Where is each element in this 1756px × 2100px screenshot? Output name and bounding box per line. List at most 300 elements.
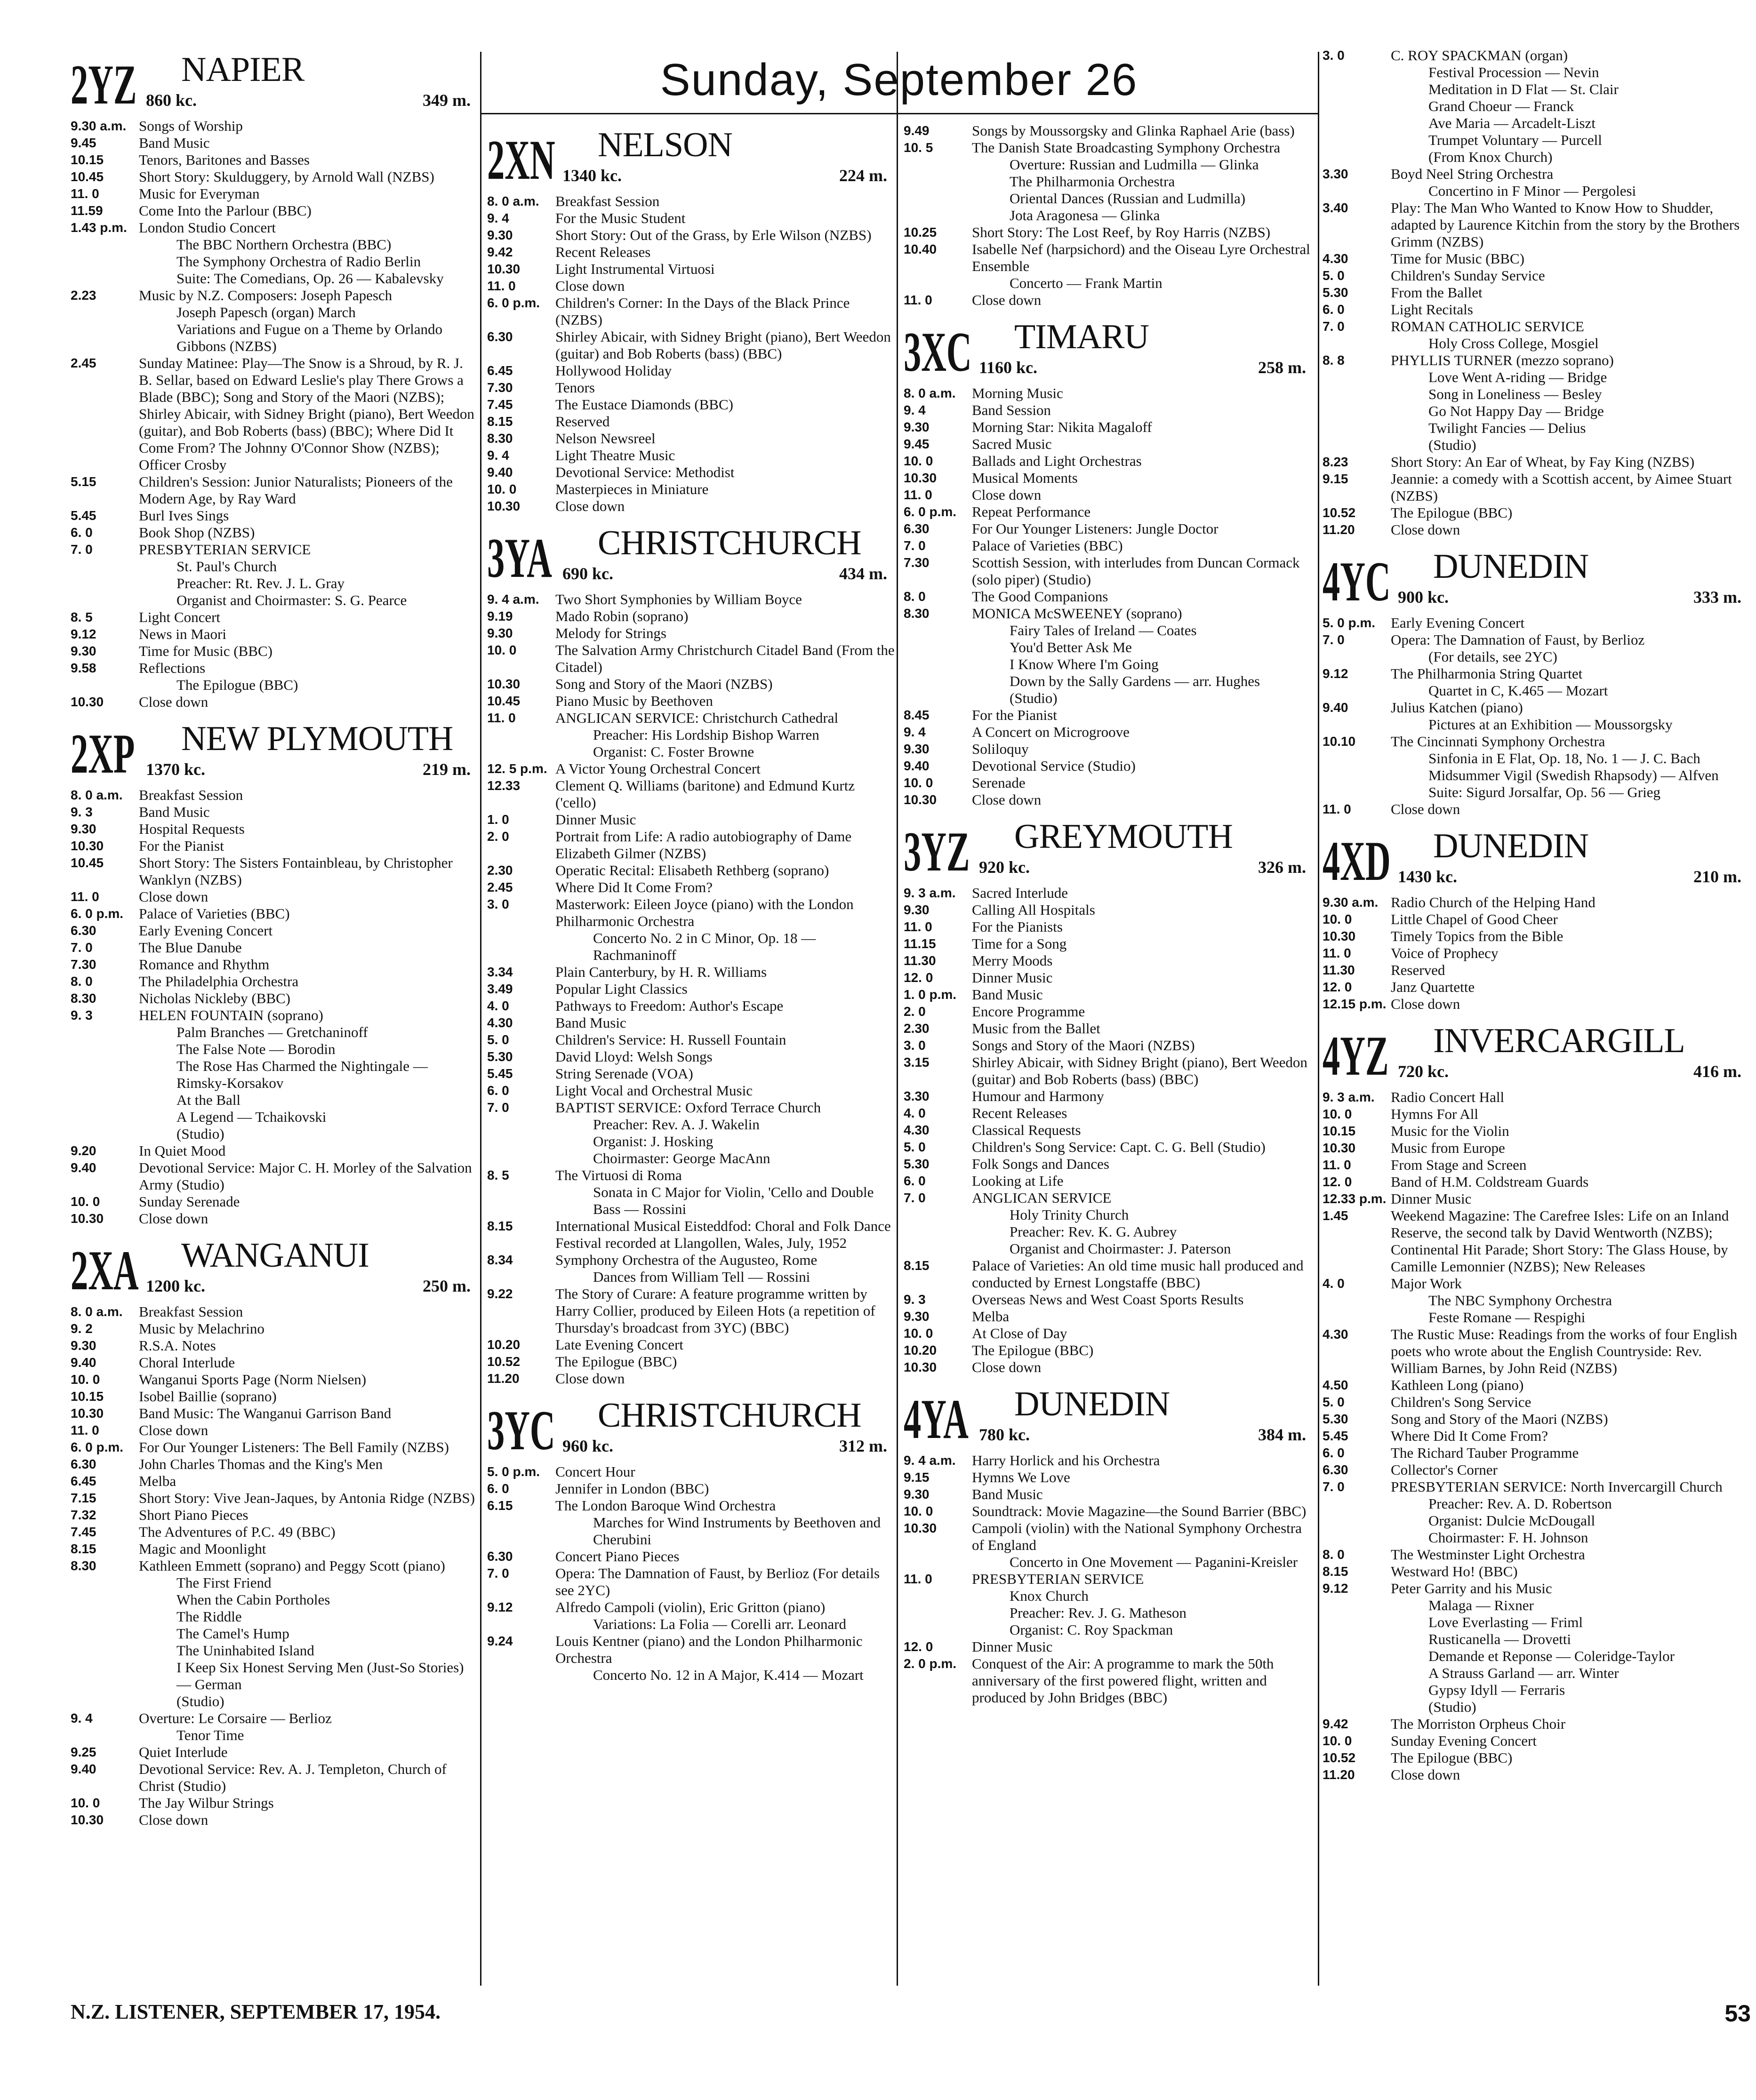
programme-time: [904, 1554, 972, 1571]
programme-title: Morning Music: [972, 385, 1063, 401]
programme-time: 9.40: [71, 1762, 96, 1776]
programme-time: 9.40: [1323, 700, 1348, 715]
programme-time: 10.15: [1323, 1124, 1356, 1138]
programme-time: 8. 0: [904, 589, 926, 604]
programme-title: Close down: [555, 1370, 625, 1387]
programme-item: [1323, 454, 1751, 471]
programme-title: ANGLICAN SERVICE: [972, 1190, 1112, 1206]
programme-item: [71, 939, 480, 956]
programme-item: [1323, 64, 1751, 81]
station-block: [904, 814, 1315, 1376]
programme-item: [71, 118, 480, 135]
programme-time: [1323, 1631, 1391, 1648]
programme-title: Light Theatre Music: [555, 447, 675, 463]
programme-time: 12.33 p.m.: [1323, 1191, 1387, 1206]
programme-title: Repeat Performance: [972, 503, 1091, 520]
programme-time: 6. 0: [71, 525, 93, 540]
page-footer: [71, 2000, 1751, 2027]
programme-time: [71, 1591, 139, 1608]
programme-title: Songs of Worship: [139, 118, 243, 134]
programme-time: 10. 0: [1323, 1733, 1352, 1748]
programme-time: 12.15 p.m.: [1323, 997, 1387, 1011]
programme-title: Sinfonia in E Flat, Op. 18, No. 1 — J. C. Bach: [1428, 750, 1700, 767]
programme-item: [1323, 1563, 1751, 1580]
programme-time: 3. 0: [904, 1038, 926, 1053]
programme-time: 10.30: [71, 1211, 104, 1226]
programme-title: Palace of Varieties: An old time music hall produced and conducted by Ernest Longstaffe (BBC): [972, 1257, 1304, 1291]
programme-time: 8.15: [1323, 1564, 1348, 1579]
programme-title: Preacher: Rev. A. J. Wakelin: [593, 1116, 760, 1133]
programme-time: 5.30: [904, 1157, 930, 1171]
programme-title: Hymns We Love: [972, 1469, 1070, 1485]
station-frequency: 900 kc.: [1398, 588, 1449, 607]
programme-time: 7. 0: [71, 940, 93, 955]
programme-title: The Philadelphia Orchestra: [139, 973, 299, 990]
programme-item: [1323, 369, 1751, 386]
programme-title: Masterpieces in Miniature: [555, 481, 709, 497]
programme-item: [904, 419, 1315, 436]
programme-time: [1323, 1529, 1391, 1546]
programme-item: [487, 896, 897, 930]
station-block: [487, 122, 897, 515]
programme-title: The Philharmonia String Quartet: [1391, 665, 1583, 682]
programme-title: Time for Music (BBC): [1391, 250, 1524, 267]
programme-item: [71, 558, 480, 575]
programme-title: Variations: La Folia — Corelli arr. Leonard: [593, 1616, 847, 1632]
programme-item: [904, 1240, 1315, 1257]
programme-time: 11.30: [1323, 963, 1355, 977]
programme-time: 9.19: [487, 609, 513, 623]
programme-item: [71, 1591, 480, 1608]
programme-item: [71, 1490, 480, 1507]
programme-time: 10.45: [487, 694, 521, 708]
programme-title: For the Pianist: [139, 838, 224, 854]
station-wavelength: 258 m.: [1258, 358, 1306, 377]
programme-item: [1323, 1292, 1751, 1309]
programme-list: [71, 118, 480, 711]
programme-time: 3.40: [1323, 200, 1348, 215]
station-wavelength: 210 m.: [1693, 867, 1741, 886]
programme-title: Down by the Sally Gardens — arr. Hughes: [1010, 673, 1260, 689]
programme-time: 7.30: [487, 380, 513, 395]
programme-item: [71, 1159, 480, 1193]
programme-time: 11.20: [1323, 1767, 1355, 1782]
station-name: NAPIER: [181, 50, 305, 89]
programme-item: [904, 1054, 1315, 1088]
programme-time: 7.15: [71, 1491, 96, 1505]
programme-time: [71, 1574, 139, 1591]
programme-title: Children's Song Service: [1391, 1394, 1531, 1410]
programme-item: [1323, 1631, 1751, 1648]
programme-title: Love Went A-riding — Bridge: [1428, 369, 1607, 385]
programme-item: [487, 760, 897, 777]
programme-title: Breakfast Session: [139, 787, 243, 803]
programme-time: 2.23: [71, 288, 96, 303]
programme-title: Hospital Requests: [139, 821, 245, 837]
programme-title: Children's Sunday Service: [1391, 267, 1545, 284]
programme-time: [1323, 750, 1391, 767]
programme-item: [71, 135, 480, 152]
programme-item: [904, 1554, 1315, 1571]
programme-title: Reflections: [139, 660, 206, 676]
programme-item: [904, 241, 1315, 275]
programme-item: [904, 656, 1315, 673]
programme-title: Julius Katchen (piano): [1391, 699, 1523, 716]
programme-time: 5. 0: [904, 1140, 926, 1154]
programme-time: 10. 0: [904, 454, 933, 468]
programme-time: 9.30: [71, 1338, 96, 1353]
programme-title: Melba: [139, 1473, 176, 1489]
programme-item: [1323, 1394, 1751, 1411]
column-rule: [1318, 52, 1319, 1986]
programme-title: Dinner Music: [555, 811, 636, 828]
station-block: [1323, 544, 1751, 818]
station-header: [904, 814, 1315, 885]
programme-time: 9. 3: [71, 805, 93, 819]
programme-title: Tenors: [555, 379, 595, 396]
programme-item: [1323, 471, 1751, 504]
programme-time: [71, 1126, 139, 1142]
programme-time: 9. 4: [904, 403, 926, 417]
programme-title: Popular Light Classics: [555, 981, 688, 997]
newspaper-page: [71, 47, 1756, 2056]
programme-time: 5. 0 p.m.: [487, 1464, 540, 1479]
programme-title: I Keep Six Honest Serving Men (Just-So Stories) — German: [176, 1659, 464, 1693]
programme-time: [1323, 682, 1391, 699]
programme-time: 7. 0: [1323, 632, 1345, 647]
programme-time: [1323, 98, 1391, 115]
programme-title: The Symphony Orchestra of Radio Berlin: [176, 253, 421, 270]
programme-item: [487, 1184, 897, 1218]
programme-item: [1323, 403, 1751, 420]
programme-time: 7. 0: [1323, 1479, 1345, 1494]
station-wavelength: 349 m.: [423, 91, 471, 110]
programme-item: [1323, 81, 1751, 98]
station-block: [1323, 1018, 1751, 1783]
programme-time: 8. 0 a.m.: [71, 788, 123, 802]
programme-title: I Know Where I'm Going: [1010, 656, 1159, 672]
programme-item: [71, 1574, 480, 1591]
programme-time: 6. 0 p.m.: [71, 906, 124, 921]
programme-item: [71, 287, 480, 304]
station-name: TIMARU: [1014, 318, 1149, 356]
programme-time: 6.15: [487, 1498, 513, 1513]
programme-item: [1323, 962, 1751, 979]
programme-time: 6.30: [904, 521, 930, 536]
programme-title: Ballads and Light Orchestras: [972, 453, 1142, 469]
programme-item: [1323, 437, 1751, 454]
station-wavelength: 312 m.: [839, 1437, 887, 1455]
programme-title: Close down: [1391, 1766, 1460, 1783]
column-4: [1323, 47, 1751, 1986]
programme-item: [904, 453, 1315, 470]
programme-title: Holy Trinity Church: [1010, 1206, 1129, 1223]
programme-title: The False Note — Borodin: [176, 1041, 336, 1057]
programme-title: Close down: [139, 1812, 208, 1828]
programme-title: Boyd Neel String Orchestra: [1391, 166, 1554, 182]
programme-time: 11. 0: [1323, 802, 1351, 816]
programme-time: 3. 0: [1323, 48, 1345, 63]
programme-time: 11. 0: [71, 186, 99, 201]
programme-item: [1323, 1411, 1751, 1428]
programme-list: [1323, 615, 1751, 818]
programme-time: [71, 1058, 139, 1092]
programme-item: [487, 1167, 897, 1184]
programme-item: [904, 554, 1315, 588]
programme-item: [487, 1667, 897, 1684]
programme-item: [1323, 1648, 1751, 1665]
programme-time: 9.30: [904, 1487, 930, 1501]
station-header: [71, 1233, 480, 1303]
programme-title: Knox Church: [1010, 1588, 1089, 1604]
programme-time: 11.59: [71, 203, 103, 218]
programme-time: 7.45: [487, 397, 513, 412]
programme-title: Close down: [1391, 521, 1460, 538]
programme-title: PRESBYTERIAN SERVICE: [139, 541, 311, 558]
programme-item: [487, 210, 897, 227]
programme-time: [487, 1269, 555, 1286]
programme-time: 10.45: [71, 855, 104, 870]
station-header: [1323, 823, 1751, 894]
programme-title: Short Piano Pieces: [139, 1507, 249, 1523]
programme-time: [1323, 403, 1391, 420]
station-frequency: 1430 kc.: [1398, 867, 1457, 886]
programme-title: Dinner Music: [972, 1638, 1053, 1655]
programme-item: [1323, 1716, 1751, 1733]
programme-time: 11. 0: [904, 919, 932, 934]
programme-title: The First Friend: [176, 1574, 272, 1591]
programme-title: Twilight Fancies — Delius: [1428, 420, 1586, 436]
programme-title: Close down: [972, 292, 1042, 308]
programme-title: Go Not Happy Day — Bridge: [1428, 403, 1604, 419]
programme-item: [1323, 1106, 1751, 1123]
programme-item: [904, 1020, 1315, 1037]
programme-time: 9. 4: [487, 211, 509, 225]
programme-title: Suite: Sigurd Jorsalfar, Op. 56 — Grieg: [1428, 784, 1660, 800]
programme-title: Marches for Wind Instruments by Beethoven and Cherubini: [593, 1514, 881, 1548]
programme-item: [904, 690, 1315, 707]
programme-time: 8. 0 a.m.: [904, 386, 956, 400]
programme-item: [1323, 183, 1751, 200]
programme-title: MONICA McSWEENEY (soprano): [972, 605, 1182, 622]
programme-item: [904, 436, 1315, 453]
programme-item: [904, 173, 1315, 190]
programme-time: [1323, 149, 1391, 166]
programme-item: [71, 1795, 480, 1812]
programme-item: [71, 694, 480, 711]
programme-title: Recent Releases: [972, 1105, 1067, 1121]
programme-time: 9.30: [904, 742, 930, 756]
programme-item: [904, 758, 1315, 775]
programme-title: Clement Q. Williams (baritone) and Edmund Kurtz ('cello): [555, 777, 855, 811]
day-title: Sunday, September 26: [480, 47, 1318, 114]
programme-time: [71, 677, 139, 694]
programme-title: In Quiet Mood: [139, 1142, 226, 1159]
programme-item: [1323, 716, 1751, 733]
programme-time: 10. 0: [487, 482, 517, 496]
station-frequency: 1160 kc.: [979, 358, 1038, 377]
programme-item: [71, 304, 480, 321]
programme-time: 8.34: [487, 1253, 513, 1267]
programme-time: 11. 0: [1323, 1158, 1351, 1172]
programme-time: 5. 0 p.m.: [1323, 615, 1376, 630]
programme-item: [904, 986, 1315, 1003]
programme-item: [904, 1621, 1315, 1638]
programme-title: Sacred Music: [972, 436, 1052, 452]
programme-title: Close down: [139, 1422, 208, 1438]
programme-title: Calling All Hospitals: [972, 902, 1095, 918]
programme-item: [487, 1480, 897, 1497]
programme-item: [71, 990, 480, 1007]
programme-title: Janz Quartette: [1391, 979, 1475, 995]
programme-time: 5.15: [71, 474, 96, 489]
programme-title: Demande et Reponse — Coleridge-Taylor: [1428, 1648, 1675, 1664]
programme-time: 5.30: [487, 1049, 513, 1064]
programme-time: 9.12: [71, 627, 96, 641]
programme-time: [71, 1041, 139, 1058]
programme-list: [487, 591, 897, 1387]
programme-item: [904, 605, 1315, 622]
programme-title: Short Story: The Sisters Fontainbleau, by Christopher Wanklyn (NZBS): [139, 854, 453, 888]
programme-item: [904, 724, 1315, 741]
programme-time: 8.15: [487, 1219, 513, 1233]
programme-item: [1323, 1665, 1751, 1682]
programme-title: Jennifer in London (BBC): [555, 1480, 709, 1497]
programme-time: [904, 1621, 972, 1638]
programme-item: [71, 236, 480, 253]
programme-time: 8. 0 a.m.: [487, 194, 539, 208]
programme-item: [487, 608, 897, 625]
programme-time: [487, 743, 555, 760]
programme-item: [71, 1320, 480, 1337]
station-frequency: 1200 kc.: [146, 1277, 205, 1295]
programme-item: [904, 1122, 1315, 1139]
programme-item: [71, 1710, 480, 1727]
programme-title: The Epilogue (BBC): [1391, 504, 1513, 521]
programme-title: Encore Programme: [972, 1003, 1085, 1020]
programme-title: Devotional Service (Studio): [972, 758, 1136, 774]
programme-title: Scottish Session, with interludes from Duncan Cormack (solo piper) (Studio): [972, 554, 1300, 588]
programme-title: The London Baroque Wind Orchestra: [555, 1497, 776, 1514]
programme-time: 2. 0: [487, 829, 509, 844]
programme-time: 9.24: [487, 1634, 513, 1648]
programme-item: [1323, 945, 1751, 962]
programme-title: Band Music: [139, 135, 210, 151]
programme-title: (Studio): [176, 1693, 225, 1709]
programme-title: Concerto — Frank Martin: [1010, 275, 1163, 291]
programme-item: [1323, 1478, 1751, 1495]
programme-item: [1323, 1512, 1751, 1529]
programme-title: Band Music: [972, 986, 1043, 1003]
programme-time: 9.30: [71, 644, 96, 658]
programme-title: Isobel Baillie (soprano): [139, 1388, 277, 1405]
programme-title: ROMAN CATHOLIC SERVICE: [1391, 318, 1584, 335]
programme-item: [71, 185, 480, 202]
programme-title: PHYLLIS TURNER (mezzo soprano): [1391, 352, 1614, 368]
programme-item: [487, 625, 897, 642]
programme-time: [71, 321, 139, 355]
programme-item: [1323, 284, 1751, 301]
programme-time: 10. 0: [904, 1504, 933, 1518]
programme-title: Harry Horlick and his Orchestra: [972, 1452, 1160, 1469]
programme-item: [904, 588, 1315, 605]
programme-title: Close down: [972, 487, 1042, 503]
programme-time: 7.32: [71, 1508, 96, 1522]
programme-item: [487, 930, 897, 964]
programme-item: [71, 1422, 480, 1439]
programme-time: 9.40: [487, 465, 513, 479]
programme-item: [1323, 894, 1751, 911]
station-frequency: 690 kc.: [562, 564, 613, 583]
programme-title: Jota Aragonesa — Glinka: [1010, 207, 1160, 224]
programme-time: 6.45: [71, 1474, 96, 1488]
programme-item: [71, 1058, 480, 1092]
programme-item: [1323, 801, 1751, 818]
programme-title: Musical Moments: [972, 470, 1078, 486]
programme-title: Organist and Choirmaster: J. Paterson: [1010, 1240, 1231, 1257]
programme-title: Concert Piano Pieces: [555, 1548, 680, 1565]
programme-time: 11. 0: [904, 487, 932, 502]
programme-time: 9.58: [71, 661, 96, 675]
programme-title: Time for a Song: [972, 935, 1067, 952]
programme-time: 1.45: [1323, 1208, 1348, 1223]
programme-item: [904, 1469, 1315, 1486]
programme-time: [487, 727, 555, 743]
programme-time: 12. 0: [1323, 980, 1352, 994]
programme-item: [1323, 767, 1751, 784]
programme-title: Piano Music by Beethoven: [555, 693, 713, 709]
station-name: CHRISTCHURCH: [598, 1396, 861, 1435]
programme-title: Dinner Music: [972, 969, 1053, 986]
programme-time: 10.30: [1323, 929, 1356, 943]
programme-title: Plain Canterbury, by H. R. Williams: [555, 964, 767, 980]
programme-title: Radio Concert Hall: [1391, 1089, 1505, 1105]
programme-item: [71, 1041, 480, 1058]
programme-item: [71, 973, 480, 990]
programme-title: Wanganui Sports Page (Norm Nielsen): [139, 1371, 367, 1388]
programme-title: Devotional Service: Rev. A. J. Templeton, Church of Christ (Studio): [139, 1761, 447, 1794]
programme-item: [71, 1439, 480, 1456]
programme-item: [1323, 1445, 1751, 1461]
station-header: [487, 1393, 897, 1463]
programme-time: 9. 3: [904, 1292, 926, 1307]
programme-time: 6. 0: [487, 1481, 509, 1496]
programme-time: 11. 0: [71, 889, 99, 904]
programme-title: The Eustace Diamonds (BBC): [555, 396, 733, 413]
programme-time: 9.30: [904, 902, 930, 917]
programme-title: Gypsy Idyll — Ferraris: [1428, 1682, 1565, 1698]
programme-item: [487, 1065, 897, 1082]
programme-title: Major Work: [1391, 1275, 1462, 1292]
programme-time: 9.30: [71, 822, 96, 836]
programme-time: 7.45: [71, 1525, 96, 1539]
programme-time: 2. 0: [904, 1004, 926, 1019]
programme-title: Short Story: Skulduggery, by Arnold Wall (NZBS): [139, 168, 434, 185]
programme-time: 10.30: [904, 792, 937, 807]
programme-item: [1323, 1766, 1751, 1783]
programme-title: The Epilogue (BBC): [972, 1342, 1094, 1358]
programme-title: Music by Melachrino: [139, 1320, 265, 1337]
programme-title: Overture: Le Corsaire — Berlioz: [139, 1710, 332, 1726]
station-callsign: 4XD: [1323, 830, 1391, 892]
programme-item: [904, 1359, 1315, 1376]
programme-title: Suite: The Comedians, Op. 26 — Kabalevsky: [176, 270, 444, 287]
programme-title: Looking at Life: [972, 1173, 1064, 1189]
station-wavelength: 416 m.: [1693, 1062, 1741, 1081]
programme-item: [487, 777, 897, 811]
programme-item: [71, 473, 480, 507]
programme-item: [904, 1037, 1315, 1054]
